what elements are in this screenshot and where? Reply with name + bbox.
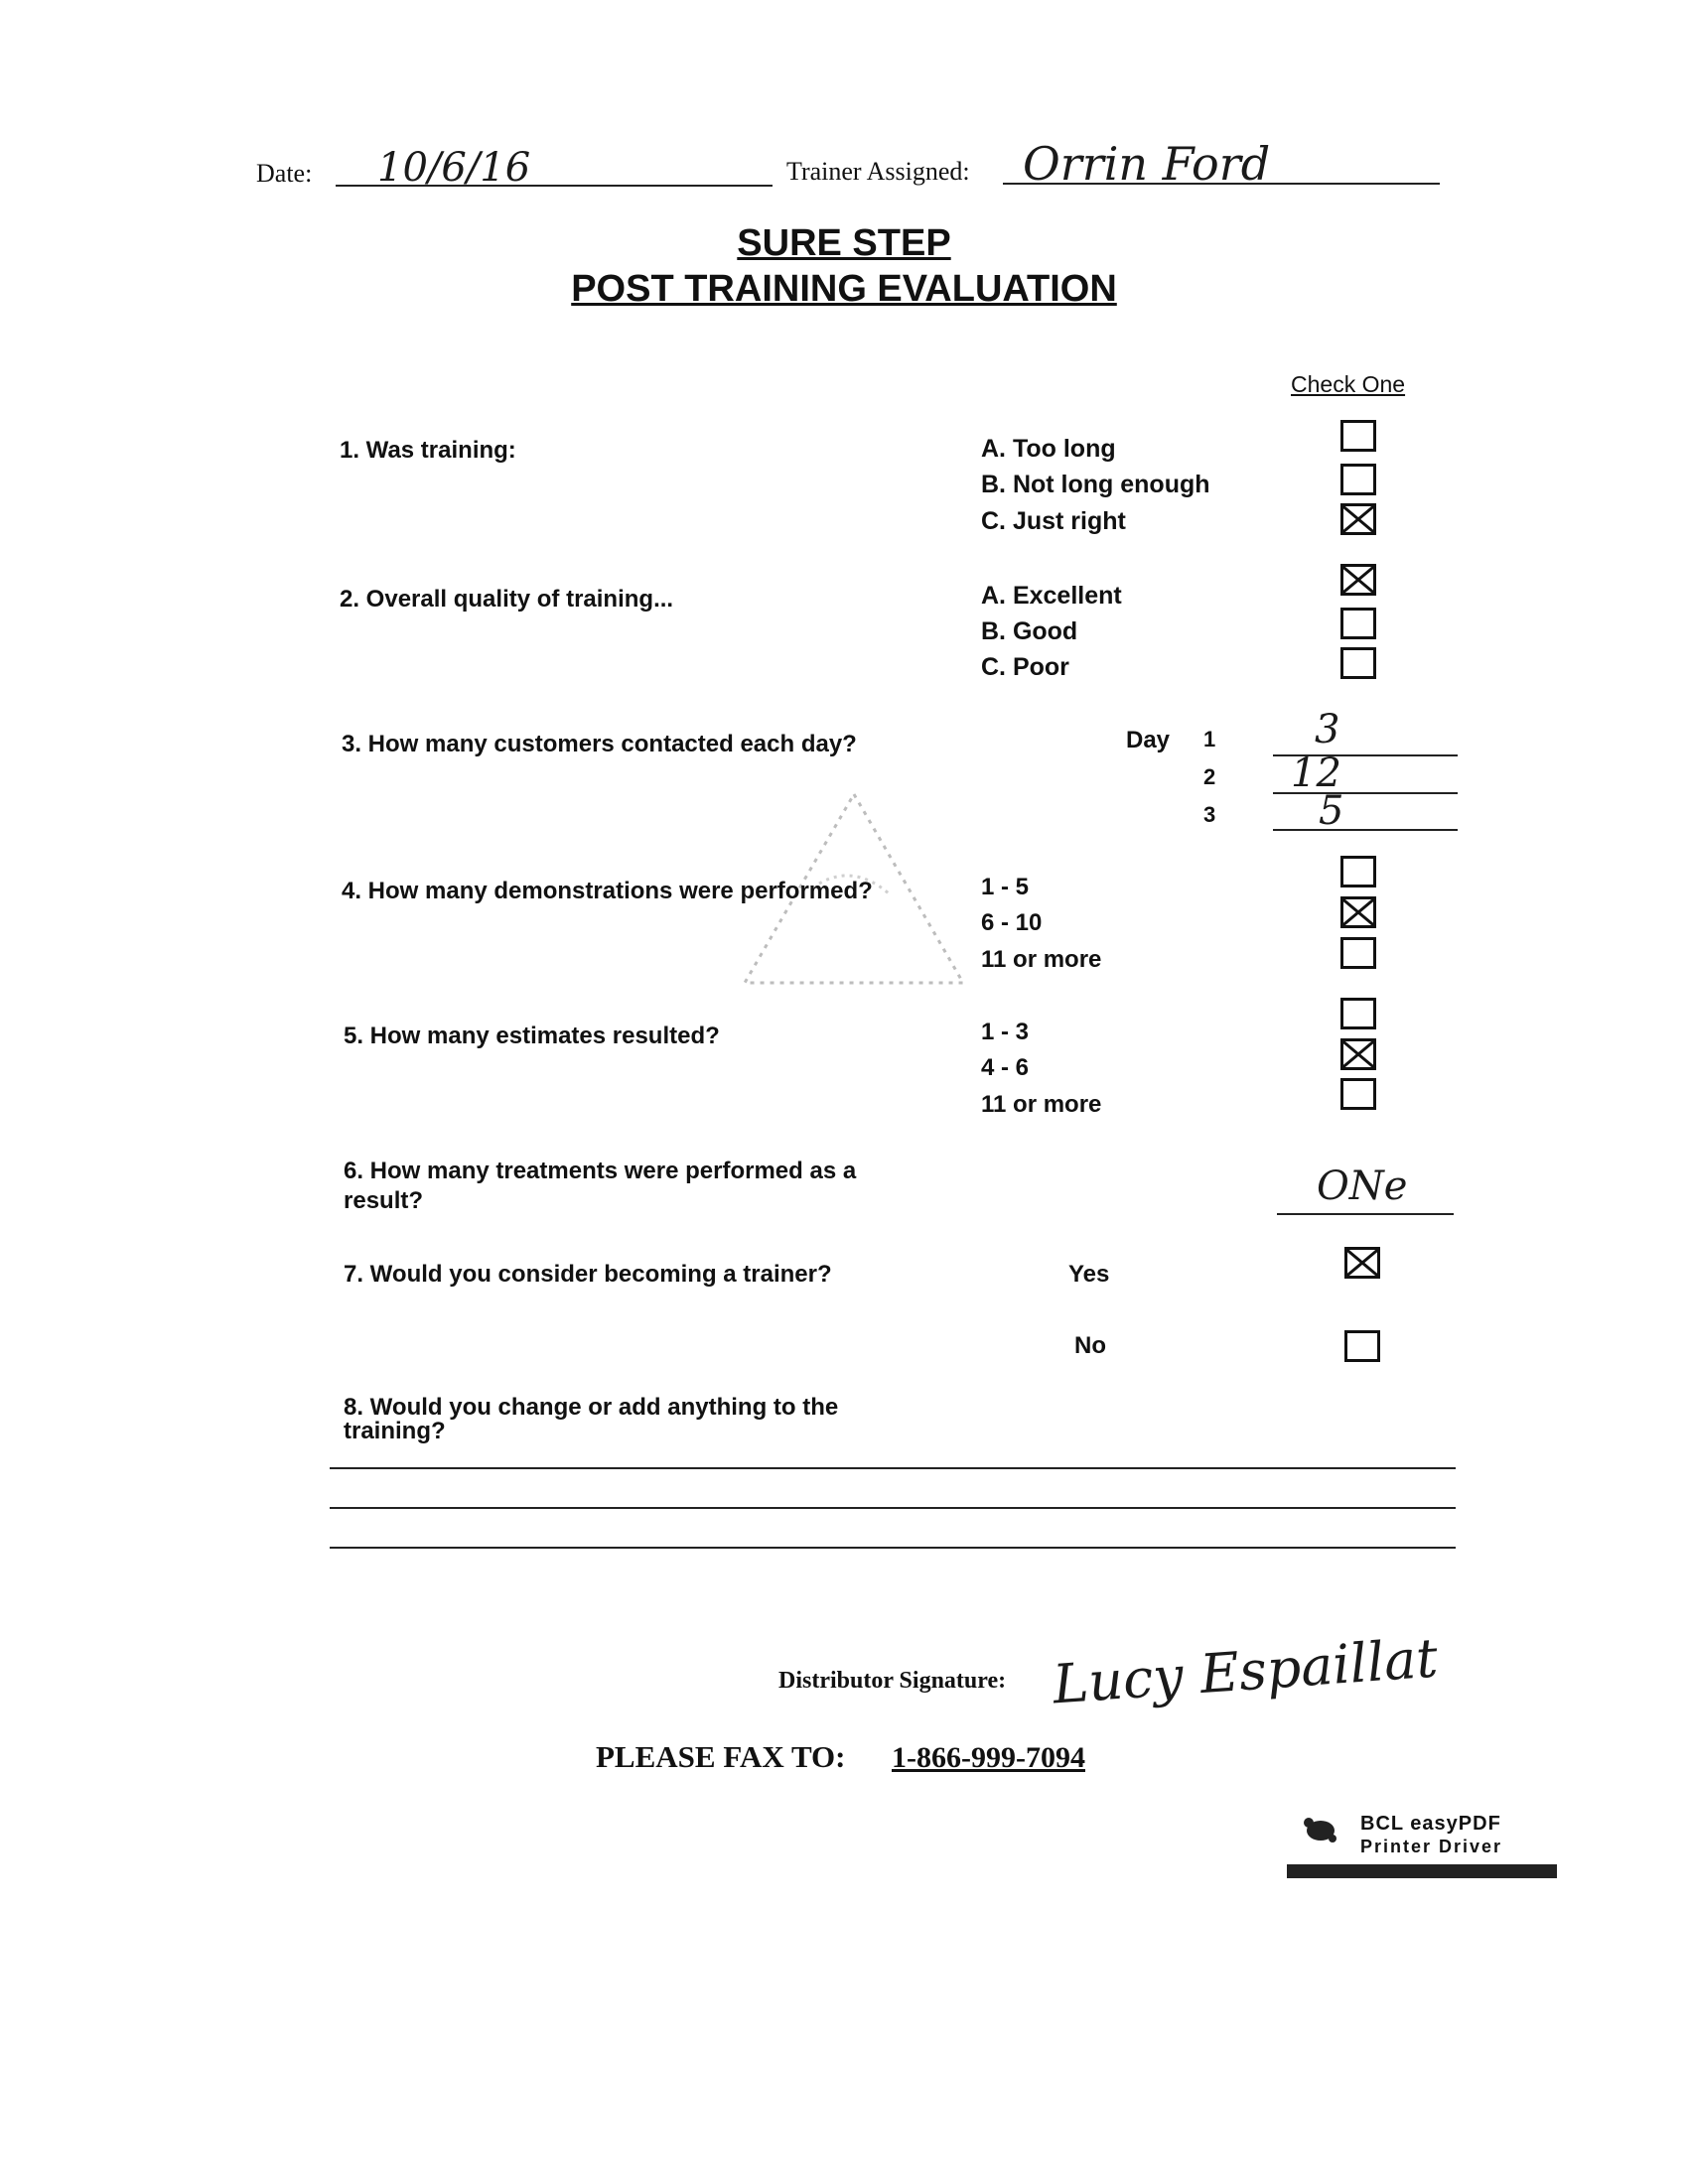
q2-checkbox-b[interactable] bbox=[1340, 608, 1376, 639]
trainer-value: Orrin Ford bbox=[1023, 137, 1271, 191]
title-line2: POST TRAINING EVALUATION bbox=[571, 268, 1117, 310]
q3-day-1-value: 3 bbox=[1315, 707, 1340, 752]
q2-checkbox-a[interactable] bbox=[1340, 564, 1376, 596]
q4-checkbox-b[interactable] bbox=[1340, 896, 1376, 928]
q1-checkbox-c[interactable] bbox=[1340, 503, 1376, 535]
q5-option-a: 1 - 3 bbox=[981, 1019, 1030, 1045]
q3-day-3-line bbox=[1273, 829, 1458, 831]
q7-yes-checkbox[interactable] bbox=[1344, 1247, 1380, 1279]
watermark-line1: BCL easyPDF bbox=[1360, 1813, 1501, 1835]
question-8-label-line1: 8. Would you change or add anything to the bbox=[344, 1394, 839, 1421]
bcl-logo-icon bbox=[1301, 1815, 1340, 1844]
q8-answer-line-2[interactable] bbox=[330, 1507, 1456, 1509]
q8-answer-line-1[interactable] bbox=[330, 1467, 1456, 1469]
q1-option-b: B. Not long enough bbox=[981, 471, 1210, 498]
q5-option-b: 4 - 6 bbox=[981, 1054, 1030, 1081]
q4-checkbox-a[interactable] bbox=[1340, 856, 1376, 887]
q1-checkbox-a[interactable] bbox=[1340, 420, 1376, 452]
date-value: 10/6/16 bbox=[377, 145, 531, 191]
date-label: Date: bbox=[256, 159, 313, 188]
q7-no-checkbox[interactable] bbox=[1344, 1330, 1380, 1362]
q1-option-a: A. Too long bbox=[981, 435, 1116, 463]
q3-day-2-num: 2 bbox=[1203, 764, 1216, 789]
q4-option-c: 11 or more bbox=[981, 946, 1102, 973]
q7-yes-label: Yes bbox=[1068, 1261, 1110, 1288]
question-6-label-line2: result? bbox=[344, 1187, 424, 1214]
q3-day-label: Day bbox=[1126, 727, 1171, 753]
q2-option-a: A. Excellent bbox=[981, 582, 1122, 610]
q3-day-3-value: 5 bbox=[1319, 788, 1344, 834]
q3-day-3-num: 3 bbox=[1203, 802, 1216, 827]
q6-answer-value: ONe bbox=[1317, 1163, 1408, 1209]
signature-label: Distributor Signature: bbox=[778, 1668, 1007, 1694]
question-4-label: 4. How many demonstrations were performed? bbox=[342, 878, 873, 904]
question-7-label: 7. Would you consider becoming a trainer? bbox=[344, 1261, 832, 1288]
q5-checkbox-b[interactable] bbox=[1340, 1038, 1376, 1070]
q5-checkbox-c[interactable] bbox=[1340, 1078, 1376, 1110]
q4-option-a: 1 - 5 bbox=[981, 874, 1030, 900]
q7-no-label: No bbox=[1074, 1332, 1106, 1359]
q3-day-1-num: 1 bbox=[1203, 727, 1216, 751]
q1-checkbox-b[interactable] bbox=[1340, 464, 1376, 495]
q8-answer-line-3[interactable] bbox=[330, 1547, 1456, 1549]
question-5-label: 5. How many estimates resulted? bbox=[344, 1023, 720, 1049]
q5-option-c: 11 or more bbox=[981, 1091, 1102, 1118]
q6-answer-line bbox=[1277, 1213, 1454, 1215]
q1-option-c: C. Just right bbox=[981, 507, 1126, 535]
q4-option-b: 6 - 10 bbox=[981, 909, 1043, 936]
signature-value: Lucy Espaillat bbox=[1051, 1626, 1440, 1716]
question-3-label: 3. How many customers contacted each day? bbox=[342, 731, 857, 757]
watermark-line2: Printer Driver bbox=[1360, 1837, 1503, 1856]
question-6-label-line1: 6. How many treatments were performed as a bbox=[344, 1158, 857, 1184]
q2-option-b: B. Good bbox=[981, 617, 1078, 645]
q4-checkbox-c[interactable] bbox=[1340, 937, 1376, 969]
q3-day-2-value: 12 bbox=[1291, 751, 1341, 796]
question-8-label-line2: training? bbox=[344, 1418, 446, 1444]
watermark-bar bbox=[1287, 1864, 1557, 1878]
fax-number: 1-866-999-7094 bbox=[892, 1741, 1085, 1774]
q5-checkbox-a[interactable] bbox=[1340, 998, 1376, 1029]
question-2-label: 2. Overall quality of training... bbox=[340, 586, 674, 613]
fax-label: PLEASE FAX TO: bbox=[596, 1739, 846, 1774]
trainer-label: Trainer Assigned: bbox=[786, 157, 970, 186]
title-line1: SURE STEP bbox=[737, 222, 951, 264]
q2-option-c: C. Poor bbox=[981, 653, 1069, 681]
check-one-label: Check One bbox=[1291, 371, 1406, 397]
question-1-label: 1. Was training: bbox=[340, 437, 516, 464]
q2-checkbox-c[interactable] bbox=[1340, 647, 1376, 679]
